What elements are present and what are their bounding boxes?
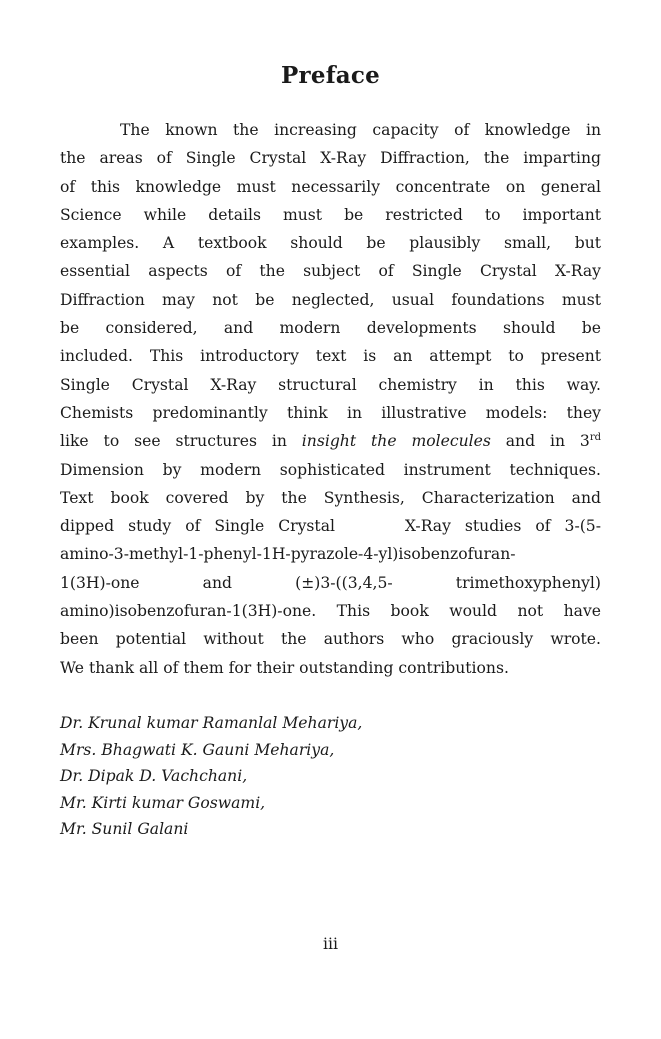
- page-title: Preface: [281, 62, 380, 89]
- paragraph-line-text: The known the increasing capacity of knowledge in: [120, 121, 601, 139]
- paragraph-line: Diffraction may not be neglected, usual foundations must: [60, 290, 601, 309]
- author-name: Dr. Dipak D. Vachchani,: [60, 767, 248, 785]
- paragraph-line: amino)isobenzofuran-1(3H)-one. This book would not have: [60, 602, 601, 621]
- paragraph-line: the areas of Single Crystal X-Ray Diffraction, the imparting: [60, 149, 601, 168]
- paragraph-line: We thank all of them for their outstanding contributions.: [60, 658, 509, 677]
- paragraph-line: [60, 116, 601, 144]
- preface-paragraph: [60, 116, 601, 682]
- paragraph-line: 1(3H)-one and (±)3-((3,4,5- trimethoxyphenyl): [60, 573, 601, 592]
- author-name: Mrs. Bhagwati K. Gauni Mehariya,: [60, 740, 335, 759]
- ordinal-superscript: rd: [589, 432, 602, 444]
- paragraph-line: amino-3-methyl-1-phenyl-1H-pyrazole-4-yl)isobenzofuran-: [60, 545, 516, 564]
- paragraph-line: Single Crystal X-Ray structural chemistry in this way.: [60, 375, 601, 394]
- paragraph-line-text: and in 3: [490, 432, 590, 451]
- paragraph-line: of this knowledge must necessarily concentrate on general: [60, 177, 601, 196]
- author-name: Dr. Krunal kumar Ramanlal Mehariya,: [60, 714, 363, 732]
- paragraph-line: Science while details must be restricted to important: [60, 205, 601, 224]
- paragraph-line: Chemists predominantly think in illustrative models: they: [60, 403, 601, 422]
- paragraph-line: dipped study of Single Crystal X-Ray studies of 3-(5-: [60, 517, 601, 536]
- paragraph-line: included. This introductory text is an attempt to present: [60, 347, 601, 366]
- paragraph-line: essential aspects of the subject of Single Crystal X-Ray: [60, 262, 601, 281]
- paragraph-line: [60, 427, 601, 455]
- italic-phrase: insight the molecules: [301, 432, 491, 451]
- author-name: Mr. Kirti kumar Goswami,: [60, 793, 266, 812]
- paragraph-line: Text book covered by the Synthesis, Characterization and: [60, 488, 601, 507]
- paragraph-line-text: like to see structures in: [60, 432, 302, 451]
- paragraph-line: examples. A textbook should be plausibly small, but: [60, 234, 601, 253]
- author-name: Mr. Sunil Galani: [60, 820, 189, 838]
- paragraph-line: be considered, and modern developments should be: [60, 319, 601, 338]
- page-number: iii: [323, 935, 338, 953]
- author-list: [60, 710, 601, 843]
- paragraph-line: been potential without the authors who graciously wrote.: [60, 630, 601, 649]
- paragraph-line: Dimension by modern sophisticated instrument techniques.: [60, 460, 601, 479]
